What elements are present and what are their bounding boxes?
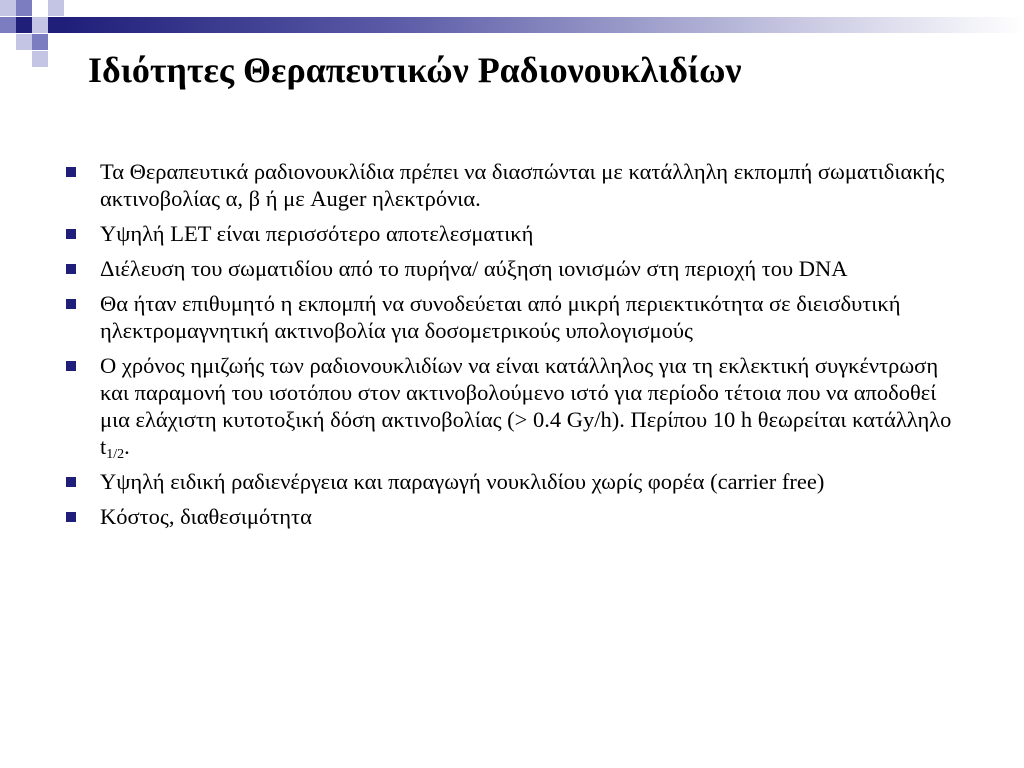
decor-square xyxy=(32,51,48,67)
decor-square xyxy=(0,0,16,16)
bullet-text: Τα Θεραπευτικά ραδιονουκλίδια πρέπει να διασπώνται με κατάλληλη εκπομπή σωματιδιακής ακτινοβολίας α, β ή με Auger ηλεκτρόνια. xyxy=(100,159,945,211)
header-gradient-bar xyxy=(64,17,1024,33)
bullet-text: Ο χρόνος ημιζωής των ραδιονουκλιδίων να είναι κατάλληλος για τη εκλεκτική συγκέντρωση και παραμονή του ισοτόπου στον ακτινοβολούμενο ιστό για περίοδο τέτοια που να αποδοθεί μια ελάχιστη κυτοτοξική δόση ακτινοβολίας (> 0.4 Gy/h). Περίπου 10 h θεωρείται κατάλληλο t xyxy=(100,353,952,459)
bullet-list xyxy=(64,158,964,538)
bullet-item xyxy=(64,158,964,212)
square-bullet-icon xyxy=(66,477,76,487)
square-bullet-icon xyxy=(66,264,76,274)
square-bullet-icon xyxy=(66,512,76,522)
bullet-text: Διέλευση του σωματιδίου από το πυρήνα/ αύξηση ιονισμών στη περιοχή του DNA xyxy=(100,256,848,281)
decor-square xyxy=(32,17,48,33)
decor-square xyxy=(16,0,32,16)
square-bullet-icon xyxy=(66,229,76,239)
bullet-item xyxy=(64,220,964,247)
bullet-text: Υψηλή ειδική ραδιενέργεια και παραγωγή νουκλιδίου χωρίς φορέα (carrier free) xyxy=(100,469,825,494)
bullet-item xyxy=(64,468,964,495)
decor-square xyxy=(48,17,64,33)
decor-square xyxy=(16,17,32,33)
decor-square xyxy=(48,0,64,16)
square-bullet-icon xyxy=(66,167,76,177)
bullet-text: Θα ήταν επιθυμητό η εκπομπή να συνοδεύεται από μικρή περιεκτικότητα σε διεισδυτική ηλεκτρομαγνητική ακτινοβολία για δοσομετρικούς υπολογισμούς xyxy=(100,291,901,343)
bullet-item xyxy=(64,503,964,530)
bullet-item xyxy=(64,290,964,344)
bullet-text-end: . xyxy=(124,434,130,459)
bullet-item xyxy=(64,255,964,282)
square-bullet-icon xyxy=(66,361,76,371)
bullet-text: Κόστος, διαθεσιμότητα xyxy=(100,504,312,529)
bullet-item xyxy=(64,352,964,460)
square-bullet-icon xyxy=(66,299,76,309)
half-life-subscript: 1/2 xyxy=(106,447,125,462)
decor-square xyxy=(0,17,16,33)
bullet-text: Υψηλή LET είναι περισσότερο αποτελεσματική xyxy=(100,221,534,246)
decor-square xyxy=(16,34,32,50)
decor-square xyxy=(32,34,48,50)
slide-title: Ιδιότητες Θεραπευτικών Ραδιονουκλιδίων xyxy=(88,50,742,90)
